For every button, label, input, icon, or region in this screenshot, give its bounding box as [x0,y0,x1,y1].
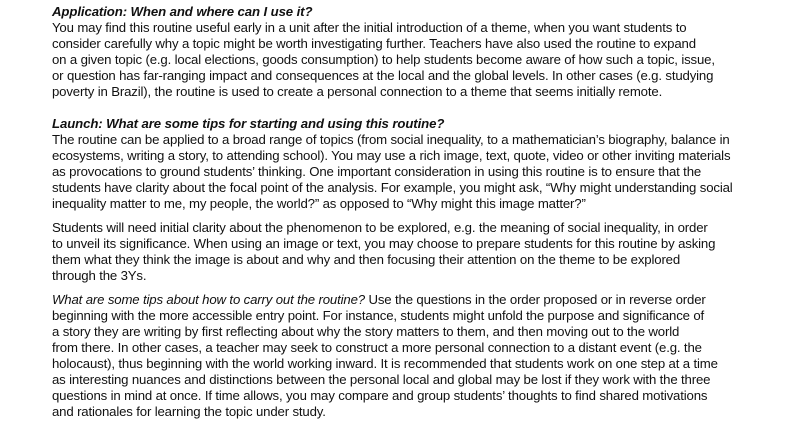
section-gap [52,100,780,116]
launch-p1-line-4: students have clarity about the focal point of the analysis. For example, you might ask, “Why might understanding social [52,180,733,195]
carry-out-first-line-rest: Use the questions in the order proposed or in reverse order [364,292,706,307]
launch-paragraph-2 [52,220,780,284]
launch-p3-line-7: questions in mind at once. If time allows, you may compare and group students’ thoughts to find shared motivations [52,388,708,403]
application-paragraph [52,20,780,100]
launch-p3-line-1 [52,292,780,308]
launch-p3-line-3: a story they are writing by first reflecting about why the story matters to them, and then moving out to the world [52,324,680,339]
launch-paragraph-1 [52,132,780,212]
launch-heading: Launch: What are some tips for starting and using this routine? [52,116,445,131]
application-line-3: on a given topic (e.g. local elections, goods consumption) to help students become aware of how such a topic, issue, [52,52,715,67]
paragraph-gap [52,212,780,220]
launch-p2-line-3: them what they think the image is about and why and then focusing their attention on the theme to be explored [52,252,681,267]
launch-p3-line-6: as interesting nuances and distinctions between the personal local and global may be lost if they work with the three [52,372,711,387]
launch-p2-line-4: through the 3Ys. [52,268,147,283]
launch-p2-line-2: to unveil its significance. When using an image or text, you may choose to prepare students for this routine by asking [52,236,716,251]
launch-p3-line-4: from there. In other cases, a teacher may seek to construct a more personal connection to a distant event (e.g. the [52,340,702,355]
application-line-5: poverty in Brazil), the routine is used to create a personal connection to a theme that seems initially remote. [52,84,663,99]
launch-p3-line-8: and rationales for learning the topic under study. [52,404,326,419]
application-line-4: or question has far-ranging impact and consequences at the local and the global levels. In other cases (e.g. studying [52,68,714,83]
launch-p1-line-2: ecosystems, writing a story, to attending school). You may use a rich image, text, quote, video or other inviting materials [52,148,731,163]
launch-p3-line-2: beginning with the more accessible entry point. For instance, students might unfold the purpose and significance of [52,308,705,323]
paragraph-gap [52,284,780,292]
launch-p1-line-5: inequality matter to me, my people, the world?” as opposed to “Why might this image matter?” [52,196,586,211]
application-line-2: consider carefully why a topic might be worth investigating further. Teachers have also used the routine to expand [52,36,696,51]
application-line-1: You may find this routine useful early in a unit after the initial introduction of a theme, when you want students to [52,20,687,35]
launch-p2-line-1: Students will need initial clarity about the phenomenon to be explored, e.g. the meaning of social inequality, in order [52,220,708,235]
application-heading: Application: When and where can I use it? [52,4,313,19]
launch-p3-line-5: holocaust), thus beginning with the world working inward. It is recommended that students work on one step at a time [52,356,718,371]
carry-out-lead-question: What are some tips about how to carry out the routine? [52,292,365,307]
launch-p1-line-3: as provocations to ground students’ thinking. One important consideration in using this routine is to ensure that the [52,164,702,179]
launch-paragraph-3 [52,292,780,420]
launch-p1-line-1: The routine can be applied to a broad range of topics (from social inequality, to a mathematician’s biography, balance in [52,132,730,147]
